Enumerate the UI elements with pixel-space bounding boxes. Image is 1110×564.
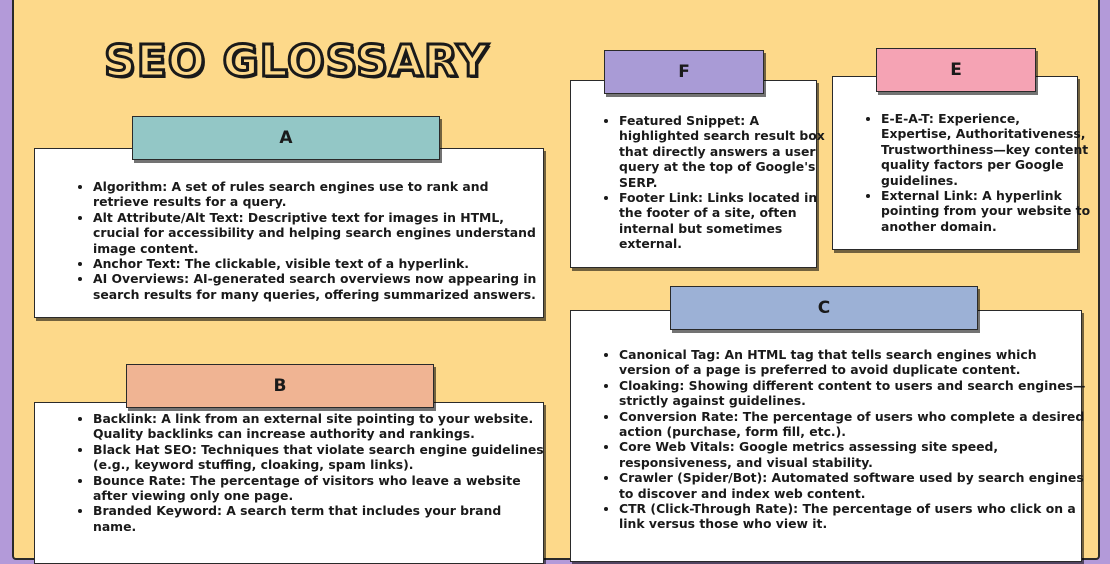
term-item: • CTR (Click-Through Rate): The percentage of users who click on a link versus those who view it. bbox=[619, 501, 1089, 532]
section-f-card bbox=[570, 80, 825, 268]
page-title: SEO GLOSSARY bbox=[104, 36, 490, 87]
term-item: • Core Web Vitals: Google metrics assessing site speed, responsiveness, and visual stability. bbox=[619, 439, 1089, 470]
term-item: • Canonical Tag: An HTML tag that tells search engines which version of a page is preferred to avoid duplicate content. bbox=[619, 347, 1089, 378]
term-item: • E-E-A-T: Experience, Expertise, Authoritativeness, Trustworthiness—key content quality factors per Google guidelines. bbox=[881, 111, 1091, 188]
term-item: • AI Overviews: AI-generated search overviews now appearing in search results for many queries, offering summarized answers. bbox=[93, 271, 548, 302]
term-item: • Backlink: A link from an external site pointing to your website. Quality backlinks can increase authority and rankings. bbox=[93, 411, 548, 442]
term-item: • Conversion Rate: The percentage of users who complete a desired action (purchase, form fill, etc.). bbox=[619, 409, 1089, 440]
term-item: • Cloaking: Showing different content to users and search engines—strictly against guidelines. bbox=[619, 378, 1089, 409]
term-item: • External Link: A hyperlink pointing from your website to another domain. bbox=[881, 188, 1091, 234]
section-a-term-list bbox=[71, 179, 548, 302]
section-a-header: A bbox=[132, 116, 440, 160]
term-item: • Featured Snippet: A highlighted search result box that directly answers a user query at the top of Google's SERP. bbox=[619, 113, 829, 190]
term-item: • Crawler (Spider/Bot): Automated software used by search engines to discover and index web content. bbox=[619, 470, 1089, 501]
section-e-term-list bbox=[859, 111, 1091, 234]
term-item: • Black Hat SEO: Techniques that violate search engine guidelines (e.g., keyword stuffing, cloaking, spam links). bbox=[93, 442, 548, 473]
term-item: • Footer Link: Links located in the footer of a site, often internal but sometimes external. bbox=[619, 190, 829, 252]
term-item: • Algorithm: A set of rules search engines use to rank and retrieve results for a query. bbox=[93, 179, 548, 210]
section-c-card bbox=[570, 310, 1086, 562]
section-e-card bbox=[832, 76, 1091, 250]
section-f-term-list bbox=[597, 113, 829, 252]
section-c-term-list bbox=[597, 347, 1089, 532]
term-item: • Alt Attribute/Alt Text: Descriptive text for images in HTML, crucial for accessibility and helping search engines understand image content. bbox=[93, 210, 548, 256]
term-item: • Anchor Text: The clickable, visible text of a hyperlink. bbox=[93, 256, 548, 271]
section-b-header: B bbox=[126, 364, 434, 408]
section-f-header: F bbox=[604, 50, 764, 94]
section-a-card bbox=[34, 148, 544, 318]
term-item: • Bounce Rate: The percentage of visitors who leave a website after viewing only one page. bbox=[93, 473, 548, 504]
section-e-header: E bbox=[876, 48, 1036, 92]
section-c-header: C bbox=[670, 286, 978, 330]
section-b-term-list bbox=[71, 411, 548, 534]
term-item: • Branded Keyword: A search term that includes your brand name. bbox=[93, 503, 548, 534]
